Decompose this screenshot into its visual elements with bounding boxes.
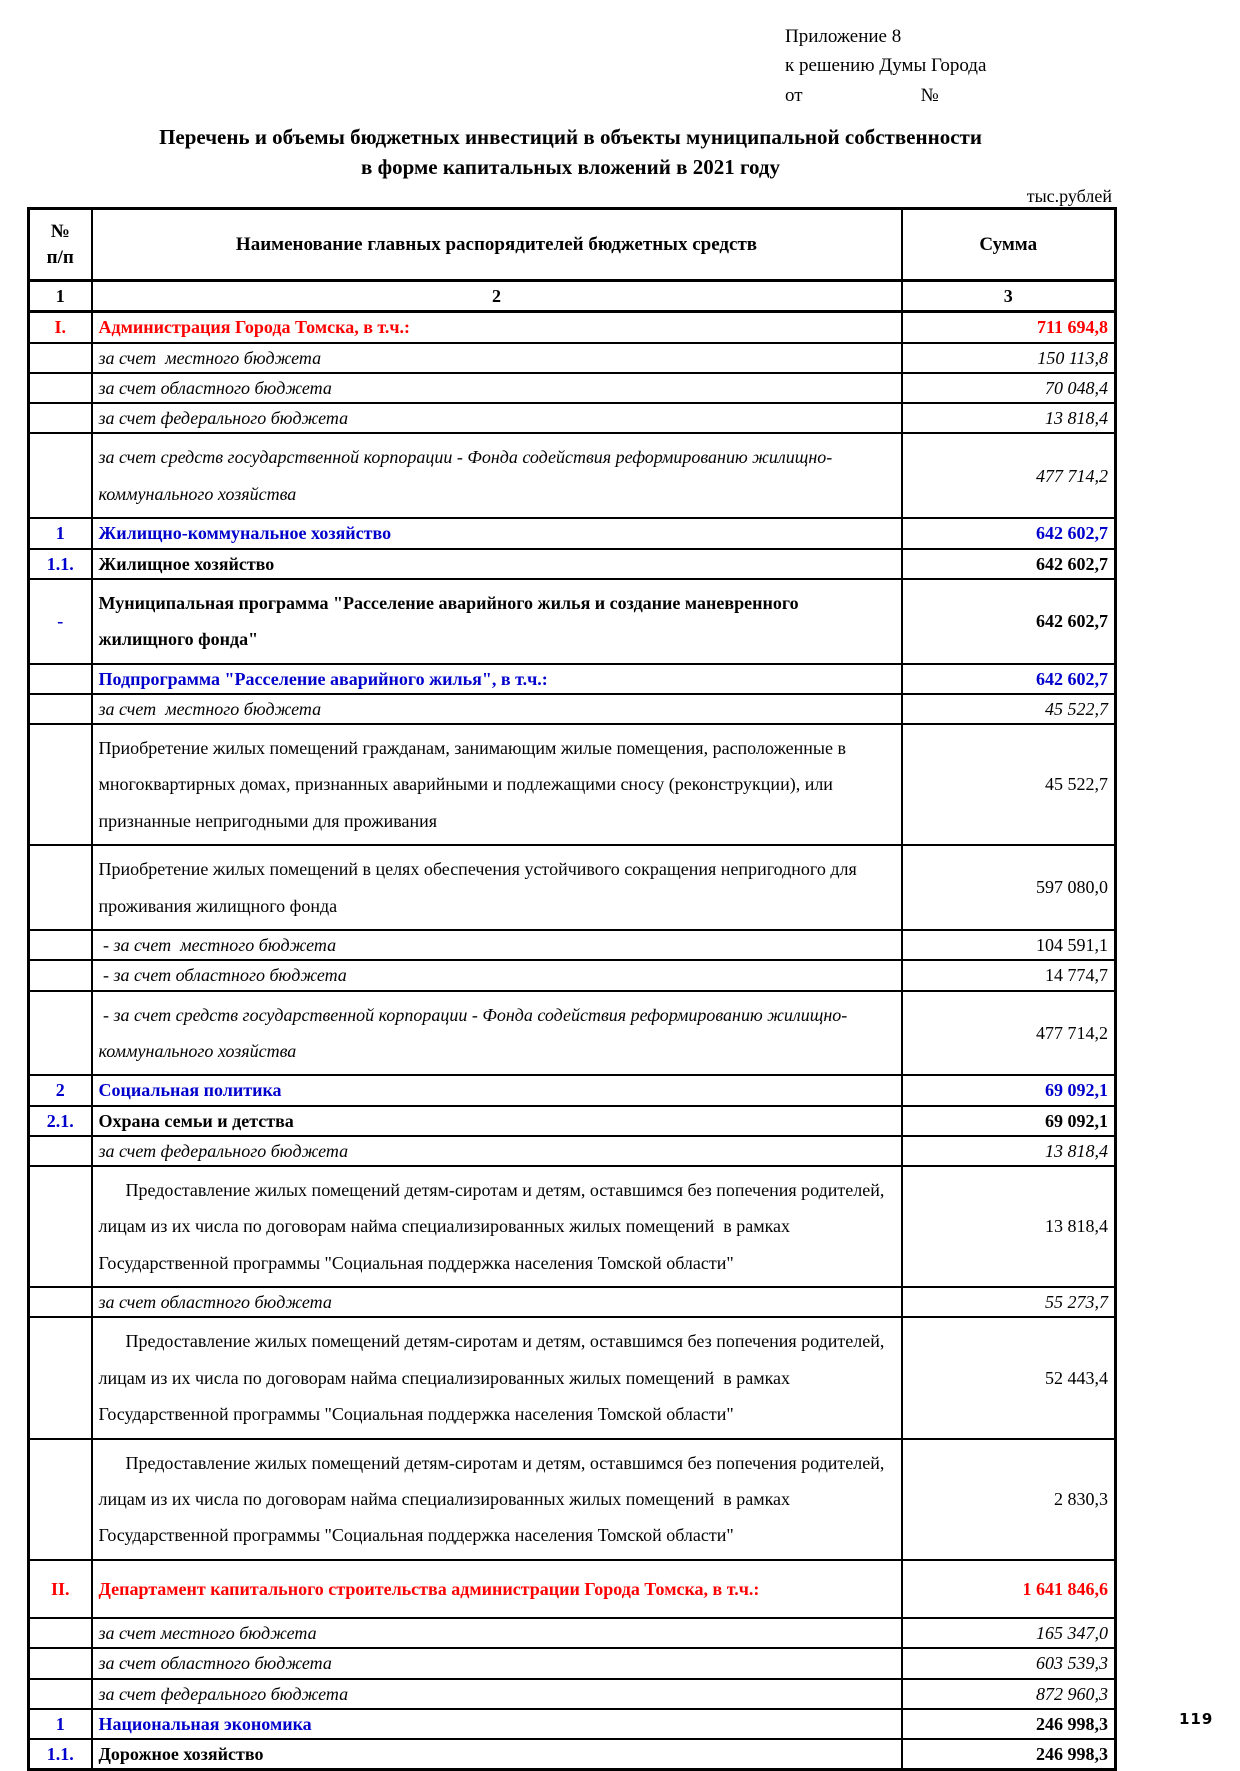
row-number-cell [29,373,92,403]
table-row [29,343,1116,373]
row-value-cell: 104 591,1 [902,930,1116,960]
row-number-cell [29,930,92,960]
table-row [29,1106,1116,1136]
appendix-from: от [785,84,803,106]
row-value-cell: 477 714,2 [902,991,1116,1076]
row-value-cell: 603 539,3 [902,1648,1116,1678]
row-name-cell: Департамент капитального строительства администрации Города Томска, в т.ч.: [92,1560,902,1618]
row-number-cell: II. [29,1560,92,1618]
table-row [29,403,1116,433]
row-value-cell: 13 818,4 [902,1166,1116,1287]
table-row [29,1287,1116,1317]
row-number-cell: 1 [29,1709,92,1739]
row-number-cell: 1.1. [29,549,92,579]
table-row [29,1648,1116,1678]
row-name-cell: Жилищно-коммунальное хозяйство [92,518,902,548]
table-row [29,579,1116,664]
row-name-cell: Предоставление жилых помещений детям-сиротам и детям, оставшимся без попечения родителей, лицам из их числа по договорам найма специализированных жилых помещений в рамках Государственной программы "Социальная поддержка населения Томской области" [92,1439,902,1560]
row-number-cell [29,664,92,694]
page-title [27,122,1114,183]
appendix-line-3 [785,81,986,110]
table-row [29,1709,1116,1739]
row-value-cell: 45 522,7 [902,694,1116,724]
table-row [29,1317,1116,1438]
row-name-cell: Жилищное хозяйство [92,549,902,579]
table-row [29,664,1116,694]
row-name-cell: Администрация Города Томска, в т.ч.: [92,312,902,343]
table-row [29,694,1116,724]
row-value-cell: 13 818,4 [902,403,1116,433]
table-row [29,1560,1116,1618]
table-row [29,1136,1116,1166]
row-number-cell [29,960,92,990]
table-row [29,930,1116,960]
table-row [29,1439,1116,1560]
row-number-cell: 2.1. [29,1106,92,1136]
table-row [29,549,1116,579]
row-name-cell: за счет местного бюджета [92,694,902,724]
row-number-cell: 1.1. [29,1739,92,1770]
row-name-cell: за счет местного бюджета [92,1618,902,1648]
row-value-cell: 642 602,7 [902,549,1116,579]
row-number-cell: I. [29,312,92,343]
table-row [29,1075,1116,1105]
row-number-cell [29,1136,92,1166]
row-name-cell: за счет федерального бюджета [92,403,902,433]
row-name-cell: Приобретение жилых помещений в целях обеспечения устойчивого сокращения непригодного для проживания жилищного фонда [92,845,902,930]
row-value-cell: 45 522,7 [902,724,1116,845]
row-name-cell: за счет средств государственной корпорации - Фонда содействия реформированию жилищно-коммунального хозяйства [92,433,902,518]
row-name-cell: Приобретение жилых помещений гражданам, занимающим жилые помещения, расположенные в многоквартирных домах, признанных аварийными и подлежащими сносу (реконструкции), или признанные непригодными для проживания [92,724,902,845]
column-number-1: 1 [29,281,92,312]
row-value-cell: 69 092,1 [902,1075,1116,1105]
row-name-cell: за счет областного бюджета [92,1287,902,1317]
table-row [29,1739,1116,1770]
page-number: 119 [1179,1710,1214,1728]
header-num-cell: № п/п [29,209,92,281]
table-row [29,433,1116,518]
column-number-2: 2 [92,281,902,312]
row-name-cell: Охрана семьи и детства [92,1106,902,1136]
row-number-cell [29,1679,92,1709]
table-row [29,1679,1116,1709]
row-name-cell: за счет областного бюджета [92,1648,902,1678]
row-number-cell [29,1618,92,1648]
table-row [29,724,1116,845]
row-value-cell: 2 830,3 [902,1439,1116,1560]
row-number-cell [29,694,92,724]
row-value-cell: 150 113,8 [902,343,1116,373]
row-name-cell: - за счет местного бюджета [92,930,902,960]
table-row [29,518,1116,548]
table-row [29,373,1116,403]
table-row [29,1618,1116,1648]
row-number-cell: 1 [29,518,92,548]
row-name-cell: Дорожное хозяйство [92,1739,902,1770]
row-value-cell: 55 273,7 [902,1287,1116,1317]
column-number-3: 3 [902,281,1116,312]
column-numbers-row [29,281,1116,312]
appendix-number-sign: № [920,84,939,106]
row-number-cell: 2 [29,1075,92,1105]
row-number-cell [29,1287,92,1317]
row-name-cell: за счет федерального бюджета [92,1679,902,1709]
row-name-cell: Предоставление жилых помещений детям-сиротам и детям, оставшимся без попечения родителей, лицам из их числа по договорам найма специализированных жилых помещений в рамках Государственной программы "Социальная поддержка населения Томской области" [92,1317,902,1438]
header-sum-cell: Сумма [902,209,1116,281]
row-value-cell: 246 998,3 [902,1709,1116,1739]
row-value-cell: 14 774,7 [902,960,1116,990]
row-value-cell: 642 602,7 [902,579,1116,664]
page-title-line-1: Перечень и объемы бюджетных инвестиций в объекты муниципальной собственности [159,125,982,149]
row-number-cell [29,1648,92,1678]
row-value-cell: 165 347,0 [902,1618,1116,1648]
row-name-cell: Подпрограмма "Расселение аварийного жилья", в т.ч.: [92,664,902,694]
row-number-cell [29,1166,92,1287]
table-row [29,991,1116,1076]
row-number-cell: - [29,579,92,664]
row-name-cell: Предоставление жилых помещений детям-сиротам и детям, оставшимся без попечения родителей, лицам из их числа по договорам найма специализированных жилых помещений в рамках Государственной программы "Социальная поддержка населения Томской области" [92,1166,902,1287]
appendix-block [785,22,986,110]
row-number-cell [29,403,92,433]
budget-table [27,207,1117,1771]
row-name-cell: - за счет областного бюджета [92,960,902,990]
row-name-cell: Национальная экономика [92,1709,902,1739]
row-value-cell: 711 694,8 [902,312,1116,343]
row-value-cell: 477 714,2 [902,433,1116,518]
row-value-cell: 246 998,3 [902,1739,1116,1770]
header-name-cell: Наименование главных распорядителей бюджетных средств [92,209,902,281]
table-row [29,960,1116,990]
table-header-row [29,209,1116,281]
row-name-cell: - за счет средств государственной корпорации - Фонда содействия реформированию жилищно-коммунального хозяйства [92,991,902,1076]
row-value-cell: 70 048,4 [902,373,1116,403]
row-value-cell: 1 641 846,6 [902,1560,1116,1618]
row-value-cell: 52 443,4 [902,1317,1116,1438]
page-title-line-2: в форме капитальных вложений в 2021 году [361,155,780,180]
appendix-line-2: к решению Думы Города [785,55,987,77]
units-label: тыс.рублей [1026,186,1112,206]
row-value-cell: 13 818,4 [902,1136,1116,1166]
row-value-cell: 597 080,0 [902,845,1116,930]
row-value-cell: 69 092,1 [902,1106,1116,1136]
row-name-cell: за счет областного бюджета [92,373,902,403]
row-number-cell [29,724,92,845]
row-name-cell: Муниципальная программа "Расселение аварийного жилья и создание маневренного жилищного фонда" [92,579,902,664]
row-name-cell: Социальная политика [92,1075,902,1105]
row-number-cell [29,1439,92,1560]
row-value-cell: 872 960,3 [902,1679,1116,1709]
table-row [29,1166,1116,1287]
table-row [29,312,1116,343]
row-number-cell [29,1317,92,1438]
row-value-cell: 642 602,7 [902,664,1116,694]
appendix-line-1: Приложение 8 [785,26,902,47]
row-name-cell: за счет местного бюджета [92,343,902,373]
row-value-cell: 642 602,7 [902,518,1116,548]
table-row [29,845,1116,930]
row-number-cell [29,343,92,373]
row-name-cell: за счет федерального бюджета [92,1136,902,1166]
row-number-cell [29,845,92,930]
row-number-cell [29,433,92,518]
row-number-cell [29,991,92,1076]
